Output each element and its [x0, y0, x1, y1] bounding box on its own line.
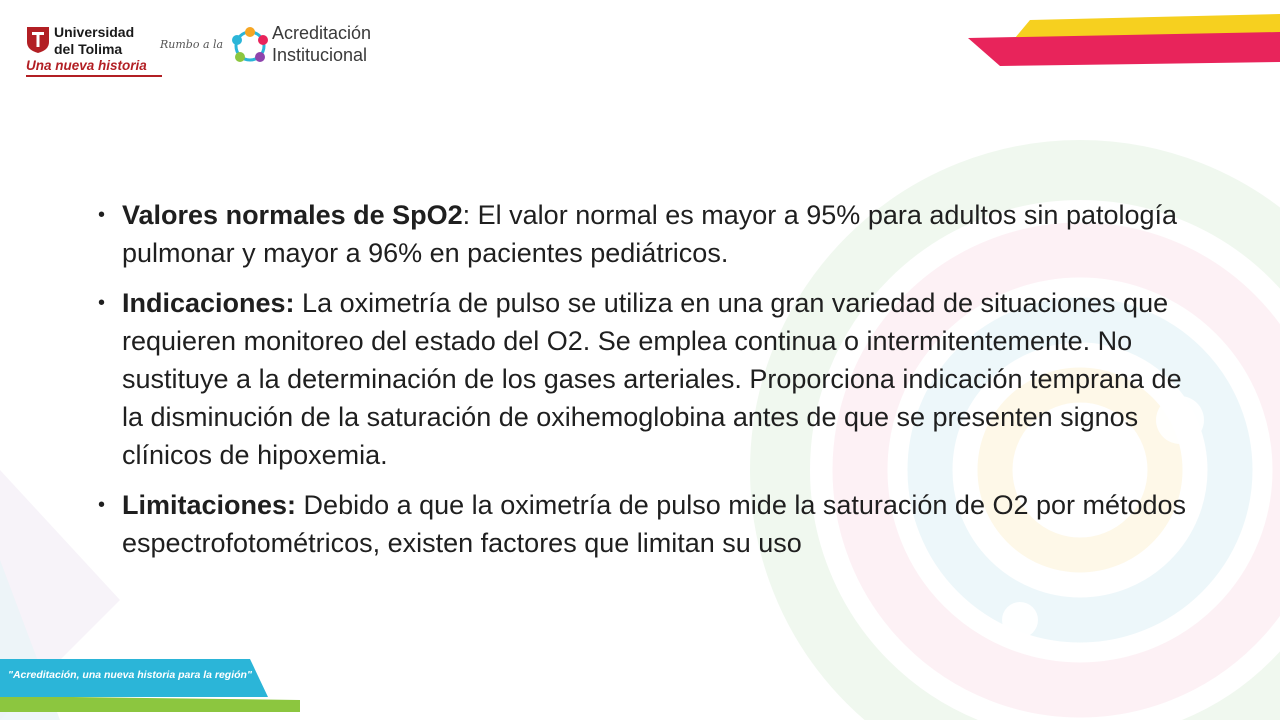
- slide-content: [96, 196, 1196, 574]
- accreditation-title-line2: Institucional: [272, 45, 368, 65]
- bullet-text: La oximetría de pulso se utiliza en una gran variedad de situaciones que requieren monitoreo del estado del O2. Se emplea continua o intermitentemente. No sustituye a la determinación de los gases arteriales. Proporciona indicación temprana de la disminución de la saturación de oxihemoglobina antes de que se presenten signos clínicos de hipoxemia.: [122, 288, 1182, 470]
- university-tagline: Una nueva historia: [26, 58, 147, 73]
- bullet-indications: [96, 284, 1196, 474]
- rumbo-text: Rumbo a la: [160, 38, 224, 51]
- university-name-line2: del Tolima: [54, 41, 123, 57]
- bullet-text: Debido a que la oximetría de pulso mide la saturación de O2 por métodos espectrofotométricos, existen factores que limitan su uso: [122, 490, 1187, 558]
- university-logo: [24, 24, 154, 78]
- bullet-dot: •: [98, 494, 106, 516]
- bullet-label: Limitaciones:: [122, 490, 297, 520]
- tagline-underline: [26, 75, 162, 77]
- bullet-limitations: [96, 486, 1196, 562]
- bullet-label: Valores normales de SpO2: [122, 200, 463, 230]
- accreditation-flower-icon: [228, 24, 272, 68]
- shield-icon: [26, 26, 50, 54]
- bullet-dot: •: [98, 292, 106, 314]
- university-name-line1: Universidad: [54, 24, 135, 40]
- bullet-dot: •: [98, 204, 106, 226]
- bullet-label: Indicaciones:: [122, 288, 295, 318]
- footer-quote: "Acreditación, una nueva historia para la región": [8, 669, 252, 681]
- accreditation-title-line1: Acreditación: [272, 23, 372, 43]
- bullet-spo2-values: [96, 196, 1196, 272]
- bullet-text: : El valor normal es mayor a 95% para adultos sin patología pulmonar y mayor a 96% en pacientes pediátricos.: [122, 200, 1178, 268]
